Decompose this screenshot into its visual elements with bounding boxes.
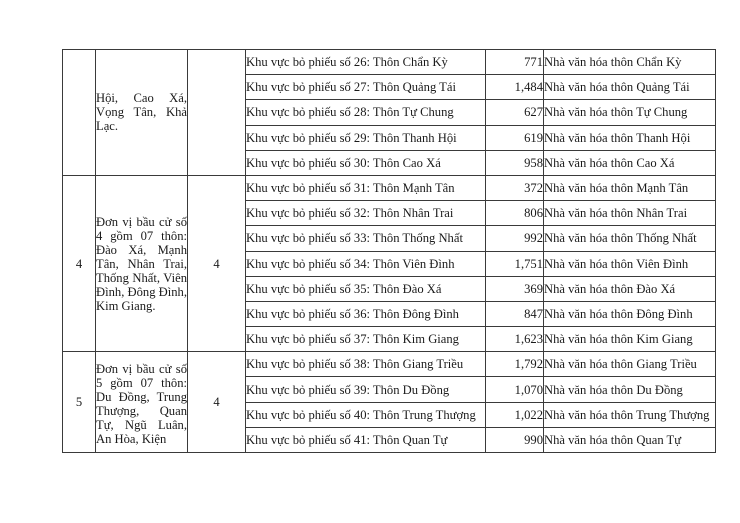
- polling-location: Nhà văn hóa thôn Kim Giang: [544, 327, 716, 352]
- voter-count: 990: [486, 427, 544, 452]
- polling-area-name: Khu vực bỏ phiếu số 41: Thôn Quan Tự: [246, 427, 486, 452]
- delegate-count: [188, 50, 246, 176]
- voter-count: 992: [486, 226, 544, 251]
- group-number: [63, 50, 96, 176]
- polling-area-name: Khu vực bỏ phiếu số 38: Thôn Giang Triều: [246, 352, 486, 377]
- table-row: [63, 175, 716, 200]
- polling-location: Nhà văn hóa thôn Nhân Trai: [544, 201, 716, 226]
- voter-count: 372: [486, 175, 544, 200]
- voter-count: 958: [486, 150, 544, 175]
- polling-location: Nhà văn hóa thôn Thống Nhất: [544, 226, 716, 251]
- voter-count: 1,070: [486, 377, 544, 402]
- polling-location: Nhà văn hóa thôn Thanh Hội: [544, 125, 716, 150]
- polling-location: Nhà văn hóa thôn Đông Đình: [544, 301, 716, 326]
- polling-area-name: Khu vực bỏ phiếu số 31: Thôn Mạnh Tân: [246, 175, 486, 200]
- polling-location: Nhà văn hóa thôn Quảng Tái: [544, 75, 716, 100]
- polling-area-name: Khu vực bỏ phiếu số 29: Thôn Thanh Hội: [246, 125, 486, 150]
- polling-location: Nhà văn hóa thôn Du Đồng: [544, 377, 716, 402]
- delegate-count: 4: [188, 175, 246, 351]
- polling-area-name: Khu vực bỏ phiếu số 39: Thôn Du Đồng: [246, 377, 486, 402]
- polling-location: Nhà văn hóa thôn Tự Chung: [544, 100, 716, 125]
- polling-area-name: Khu vực bỏ phiếu số 26: Thôn Chẩn Kỳ: [246, 50, 486, 75]
- polling-area-name: Khu vực bỏ phiếu số 36: Thôn Đông Đình: [246, 301, 486, 326]
- delegate-count: 4: [188, 352, 246, 453]
- polling-location: Nhà văn hóa thôn Quan Tự: [544, 427, 716, 452]
- voter-count: 627: [486, 100, 544, 125]
- polling-area-name: Khu vực bỏ phiếu số 33: Thôn Thống Nhất: [246, 226, 486, 251]
- table-row: [63, 352, 716, 377]
- polling-location: Nhà văn hóa thôn Mạnh Tân: [544, 175, 716, 200]
- polling-location: Nhà văn hóa thôn Đào Xá: [544, 276, 716, 301]
- voter-count: 1,623: [486, 327, 544, 352]
- polling-area-name: Khu vực bỏ phiếu số 27: Thôn Quảng Tái: [246, 75, 486, 100]
- voter-count: 806: [486, 201, 544, 226]
- voter-count: 1,792: [486, 352, 544, 377]
- constituency-description: Đơn vị bầu cử số 5 gồm 07 thôn: Du Đồng, Trung Thượng, Quan Tự, Ngũ Luân, An Hòa, Kiện: [96, 352, 188, 453]
- voter-count: 369: [486, 276, 544, 301]
- polling-area-name: Khu vực bỏ phiếu số 34: Thôn Viên Đình: [246, 251, 486, 276]
- polling-location: Nhà văn hóa thôn Giang Triều: [544, 352, 716, 377]
- polling-area-name: Khu vực bỏ phiếu số 35: Thôn Đào Xá: [246, 276, 486, 301]
- polling-area-table: [62, 49, 716, 453]
- constituency-description: Hội, Cao Xá, Vọng Tân, Khả Lạc.: [96, 50, 188, 176]
- polling-location: Nhà văn hóa thôn Cao Xá: [544, 150, 716, 175]
- voter-count: 771: [486, 50, 544, 75]
- voter-count: 619: [486, 125, 544, 150]
- polling-area-name: Khu vực bỏ phiếu số 32: Thôn Nhân Trai: [246, 201, 486, 226]
- table-row: [63, 50, 716, 75]
- voter-count: 1,022: [486, 402, 544, 427]
- polling-area-name: Khu vực bỏ phiếu số 30: Thôn Cao Xá: [246, 150, 486, 175]
- voter-count: 847: [486, 301, 544, 326]
- group-number: 4: [63, 175, 96, 351]
- group-number: 5: [63, 352, 96, 453]
- polling-location: Nhà văn hóa thôn Chẩn Kỳ: [544, 50, 716, 75]
- polling-location: Nhà văn hóa thôn Trung Thượng: [544, 402, 716, 427]
- polling-area-name: Khu vực bỏ phiếu số 37: Thôn Kim Giang: [246, 327, 486, 352]
- voter-count: 1,751: [486, 251, 544, 276]
- polling-location: Nhà văn hóa thôn Viên Đình: [544, 251, 716, 276]
- constituency-description: Đơn vị bầu cử số 4 gồm 07 thôn: Đào Xá, Mạnh Tân, Nhân Trai, Thống Nhất, Viên Đình, Đông Đình, Kim Giang.: [96, 175, 188, 351]
- polling-area-name: Khu vực bỏ phiếu số 40: Thôn Trung Thượng: [246, 402, 486, 427]
- voter-count: 1,484: [486, 75, 544, 100]
- polling-area-name: Khu vực bỏ phiếu số 28: Thôn Tự Chung: [246, 100, 486, 125]
